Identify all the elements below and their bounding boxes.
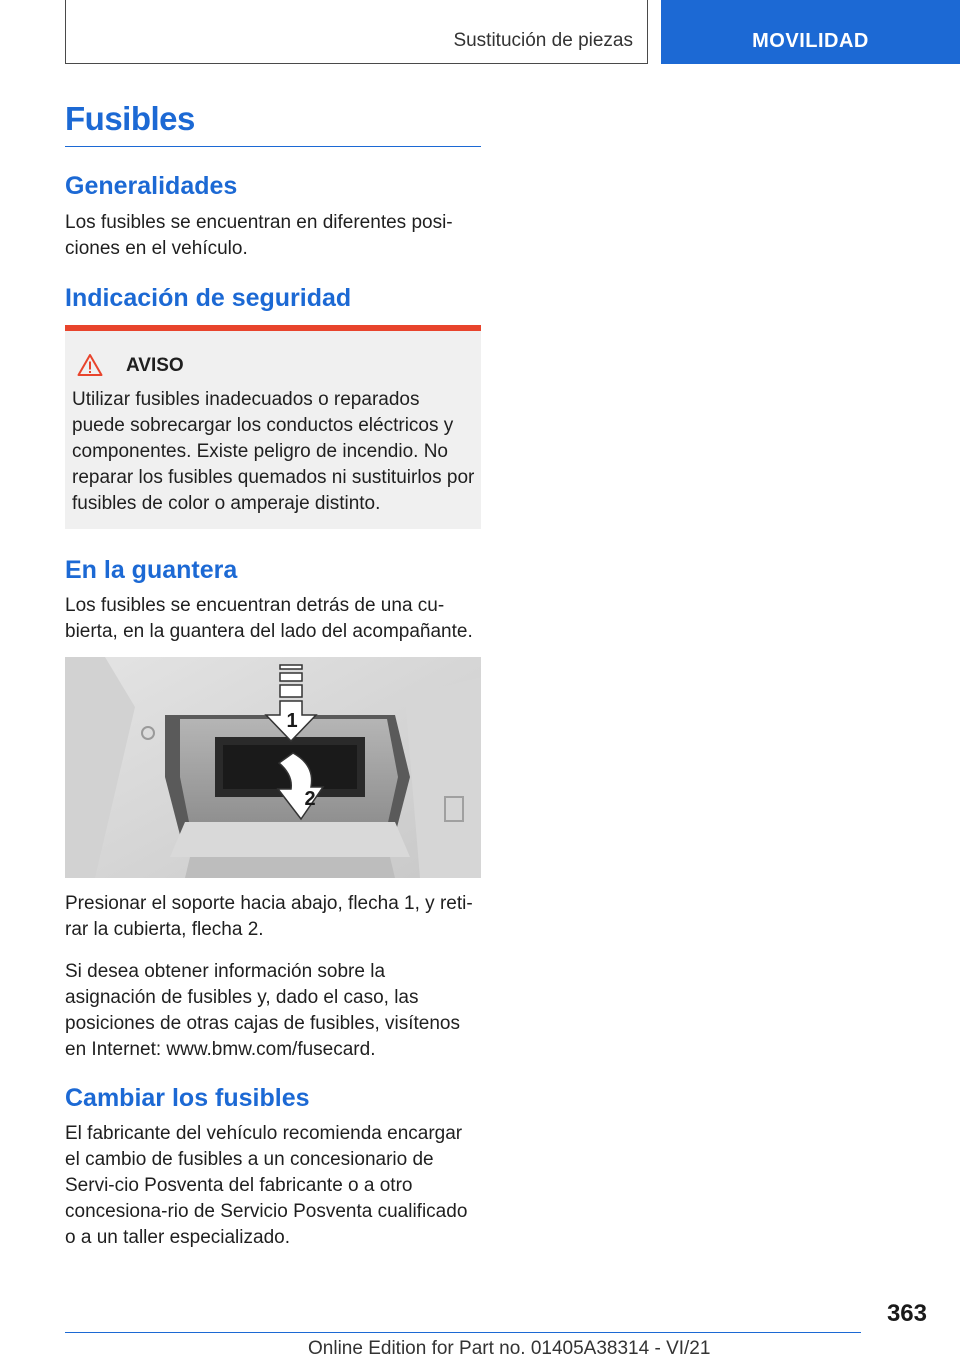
page-title: Fusibles (65, 100, 195, 137)
header-chapter-tab: MOVILIDAD (661, 0, 960, 64)
heading-safety: Indicación de seguridad (65, 284, 352, 312)
arrow-1-label: 1 (286, 710, 298, 732)
fusecard-info: Si desea obtener información sobre la asignación de fusibles y, dado el caso, las posiciones de otras cajas de fusibles, visítenos en Internet: www.bmw.com/fusecard. (65, 961, 460, 1060)
warning-text: Utilizar fusibles inadecuados o reparados puede sobrecargar los conductos eléctricos y componentes. Existe peligro de incendio. No reparar los fusibles quemados ni sustituirlos por fusibles de color o amperaje distinto. (72, 389, 475, 514)
generalities-text: Los fusibles se encuentran en diferentes posi-ciones en el vehículo. (65, 212, 453, 259)
warning-triangle-icon (77, 353, 103, 377)
glovebox-text: Los fusibles se encuentran detrás de una cu-bierta, en la guantera del lado del acompañante. (65, 595, 473, 642)
heading-glovebox: En la guantera (65, 556, 238, 584)
replace-text: El fabricante del vehículo recomienda encargar el cambio de fusibles a un concesionario de Servi-cio Posventa del fabricante o a otro concesiona-rio de Servicio Posventa cualificado o a un taller especializado. (65, 1123, 468, 1248)
title-divider (65, 146, 481, 147)
page-number: 363 (886, 1300, 927, 1327)
header-box (65, 0, 648, 64)
arrow-2-label: 2 (304, 788, 316, 810)
photo-caption: Presionar el soporte hacia abajo, flecha 1, y reti-rar la cubierta, flecha 2. (65, 893, 473, 940)
edition-text: Online Edition for Part no. 01405A38314 - VI/21 (308, 1338, 711, 1359)
heading-replace: Cambiar los fusibles (65, 1084, 310, 1112)
heading-generalities: Generalidades (65, 172, 238, 200)
footer-divider (65, 1332, 861, 1333)
warning-box (65, 325, 481, 529)
warning-label: AVISO (126, 355, 184, 376)
glovebox-fuse-photo (65, 657, 481, 878)
header-section-title: Sustitución de piezas (453, 30, 633, 51)
